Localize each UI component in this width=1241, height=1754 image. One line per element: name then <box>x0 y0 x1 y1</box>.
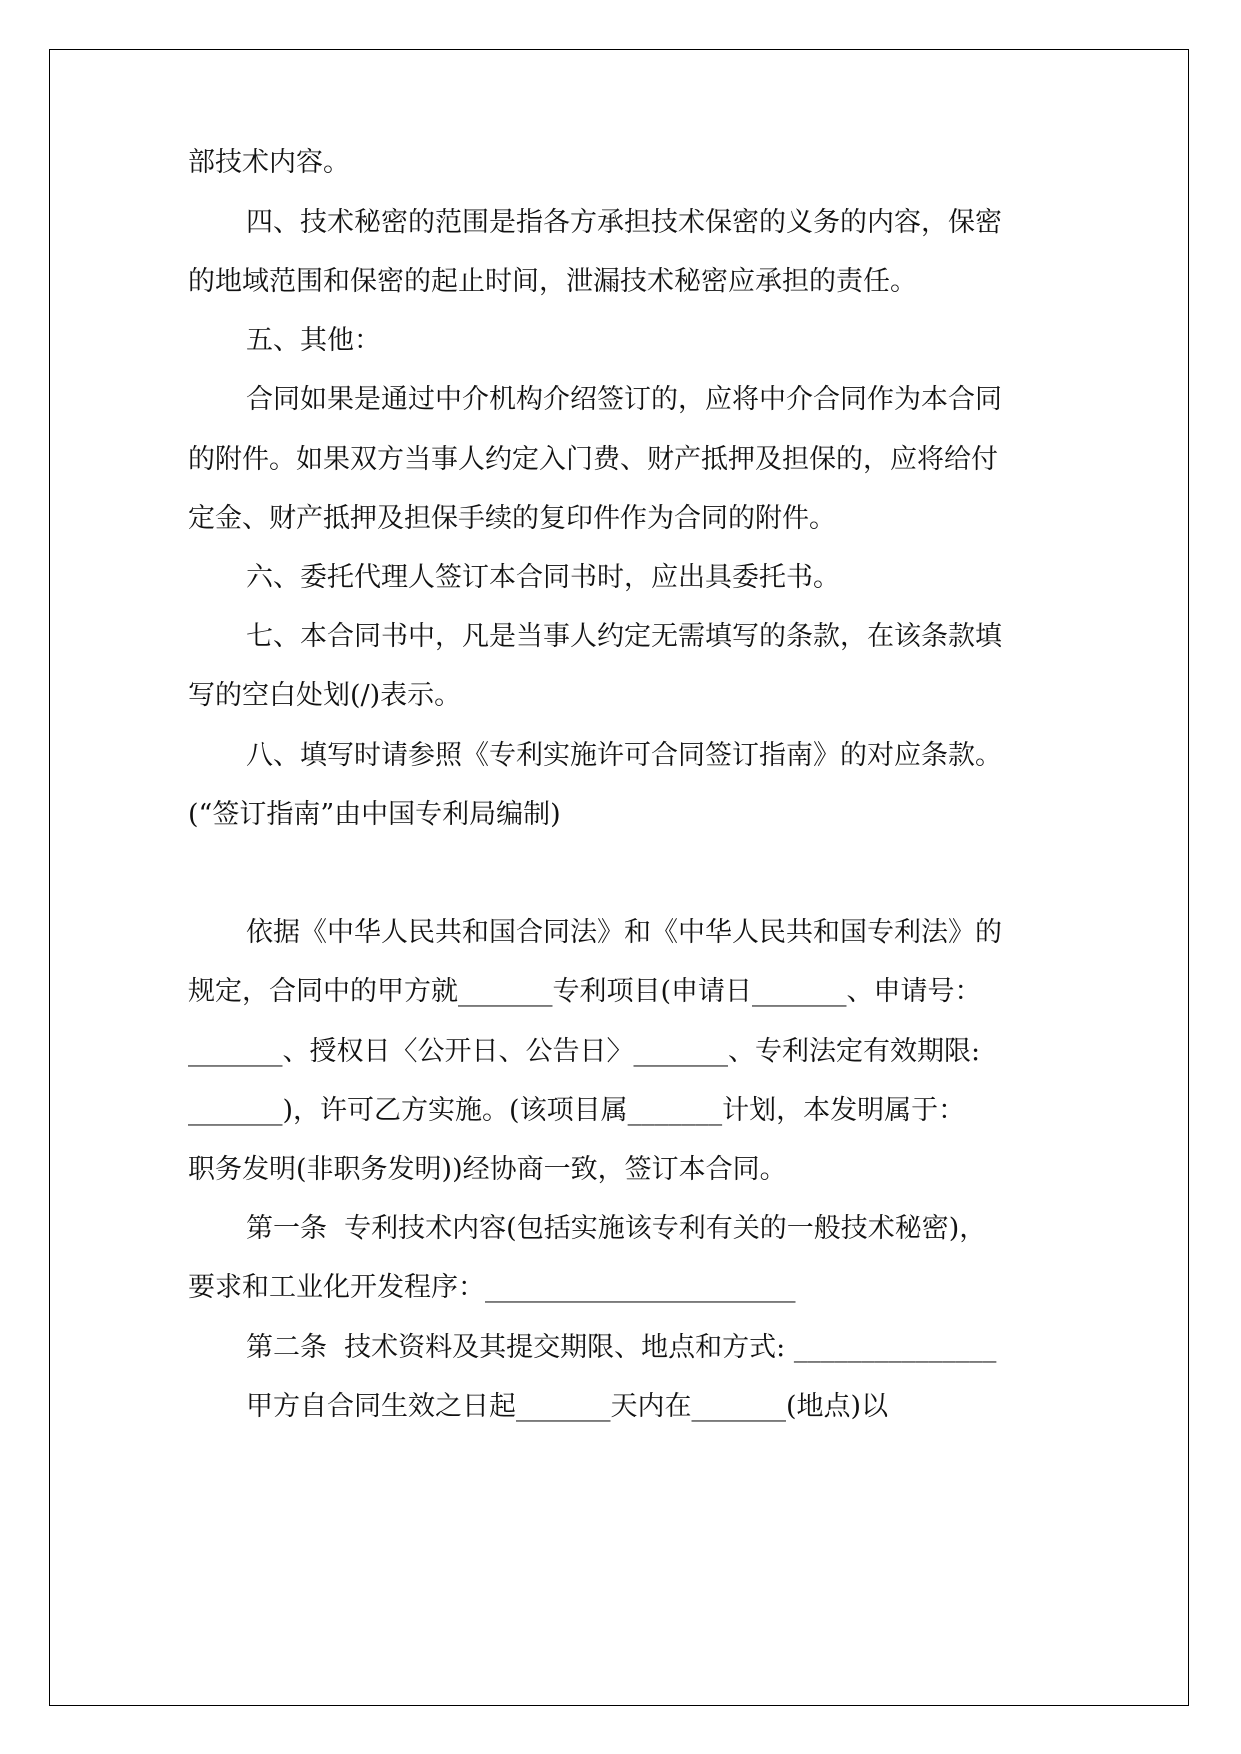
text-line: 七、本合同书中，凡是当事人约定无需填写的条款，在该条款填 <box>246 621 1002 652</box>
text-line: (“签订指南”由中国专利局编制) <box>188 799 561 830</box>
text-line: 规定，合同中的甲方就_______专利项目(申请日_______、申请号： <box>188 976 982 1007</box>
text-line: 定金、财产抵押及担保手续的复印件作为合同的附件。 <box>188 503 836 534</box>
text-line: 职务发明(非职务发明))经协商一致，签订本合同。 <box>188 1154 787 1185</box>
text-line: 依据《中华人民共和国合同法》和《中华人民共和国专利法》的 <box>246 917 1002 948</box>
text-line: 合同如果是通过中介机构介绍签订的，应将中介合同作为本合同 <box>246 384 1002 415</box>
text-line: _______)，许可乙方实施。(该项目属_______计划，本发明属于： <box>188 1095 966 1126</box>
text-line: 甲方自合同生效之日起_______天内在_______(地点)以 <box>246 1391 889 1422</box>
text-line: 六、委托代理人签订本合同书时，应出具委托书。 <box>246 562 840 593</box>
text-line: 第一条 专利技术内容(包括实施该专利有关的一般技术秘密)， <box>246 1213 987 1244</box>
text-line: 写的空白处划(/)表示。 <box>188 680 462 711</box>
text-line: 八、填写时请参照《专利实施许可合同签订指南》的对应条款。 <box>246 740 1002 771</box>
text-line: 的地域范围和保密的起止时间，泄漏技术秘密应承担的责任。 <box>188 266 917 297</box>
text-line: 五、其他： <box>246 325 381 356</box>
text-line: 四、技术秘密的范围是指各方承担技术保密的义务的内容，保密 <box>246 207 1002 238</box>
text-line: 部技术内容。 <box>188 147 350 178</box>
text-line: 要求和工业化开发程序：_______________________ <box>188 1272 796 1303</box>
text-line: _______、授权日〈公开日、公告日〉_______、专利法定有效期限: <box>188 1036 981 1067</box>
text-line: 的附件。如果双方当事人约定入门费、财产抵押及担保的，应将给付 <box>188 444 998 475</box>
text-line: 第二条 技术资料及其提交期限、地点和方式: _______________ <box>246 1332 997 1363</box>
